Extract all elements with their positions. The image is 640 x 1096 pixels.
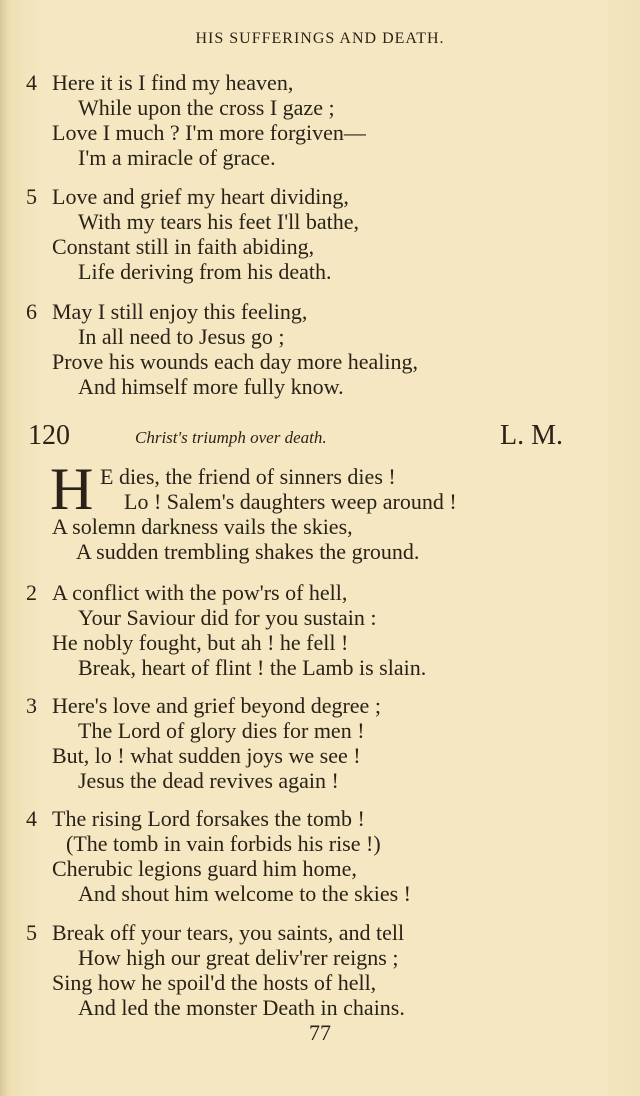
verse-line: But, lo ! what sudden joys we see ! — [52, 743, 361, 768]
verse-line: Your Saviour did for you sustain : — [78, 605, 377, 630]
verse-line: A solemn darkness vails the skies, — [52, 514, 353, 539]
verse-line: While upon the cross I gaze ; — [78, 95, 335, 120]
verse-line: And shout him welcome to the skies ! — [78, 881, 412, 906]
verse-line: And himself more fully know. — [78, 374, 344, 399]
verse-line: The rising Lord forsakes the tomb ! — [52, 806, 365, 831]
verse-line: A conflict with the pow'rs of hell, — [52, 580, 348, 605]
verse-line: Love I much ? I'm more forgiven— — [52, 120, 366, 145]
verse-line: He nobly fought, but ah ! he fell ! — [52, 630, 349, 655]
verse-number: 3 — [26, 693, 37, 718]
hymn-number: 120 — [28, 420, 70, 451]
verse-line: May I still enjoy this feeling, — [52, 299, 308, 324]
verse-line: The Lord of glory dies for men ! — [78, 718, 365, 743]
verse-line: A sudden trembling shakes the ground. — [76, 539, 420, 564]
hymn-meter: L. M. — [500, 420, 563, 451]
page-number: 77 — [309, 1020, 331, 1045]
verse-line: Lo ! Salem's daughters weep around ! — [124, 489, 457, 514]
verse-line: Break, heart of flint ! the Lamb is slain. — [78, 655, 427, 680]
verse-number: 5 — [26, 184, 37, 209]
verse-number: 6 — [26, 299, 37, 324]
verse-number: 2 — [26, 580, 37, 605]
running-head: HIS SUFFERINGS AND DEATH. — [195, 30, 445, 47]
verse-line: Constant still in faith abiding, — [52, 234, 315, 259]
verse-line: Cherubic legions guard him home, — [52, 856, 357, 881]
verse-line: Prove his wounds each day more healing, — [52, 349, 418, 374]
verse-line: And led the monster Death in chains. — [78, 995, 405, 1020]
verse-line: I'm a miracle of grace. — [78, 145, 276, 170]
verse-line: (The tomb in vain forbids his rise !) — [66, 831, 381, 856]
verse-line: Here's love and grief beyond degree ; — [52, 693, 381, 718]
verse-line: Life deriving from his death. — [78, 259, 332, 284]
verse-line: Here it is I find my heaven, — [52, 70, 294, 95]
verse-number: 4 — [26, 806, 37, 831]
verse-line: In all need to Jesus go ; — [78, 324, 285, 349]
verse-line: How high our great deliv'rer reigns ; — [78, 945, 399, 970]
hymn-title: Christ's triumph over death. — [135, 428, 327, 447]
verse-number: 5 — [26, 920, 37, 945]
verse-line: Love and grief my heart dividing, — [52, 184, 349, 209]
verse-line: With my tears his feet I'll bathe, — [78, 209, 360, 234]
verse-line: E dies, the friend of sinners dies ! — [100, 464, 396, 489]
verse-line: Jesus the dead revives again ! — [78, 768, 339, 793]
hymn-header — [0, 420, 640, 456]
drop-cap: H — [50, 456, 94, 522]
verse-line: Sing how he spoil'd the hosts of hell, — [52, 970, 377, 995]
verse-line: Break off your tears, you saints, and tell — [52, 920, 405, 945]
verse-number: 4 — [26, 70, 37, 95]
